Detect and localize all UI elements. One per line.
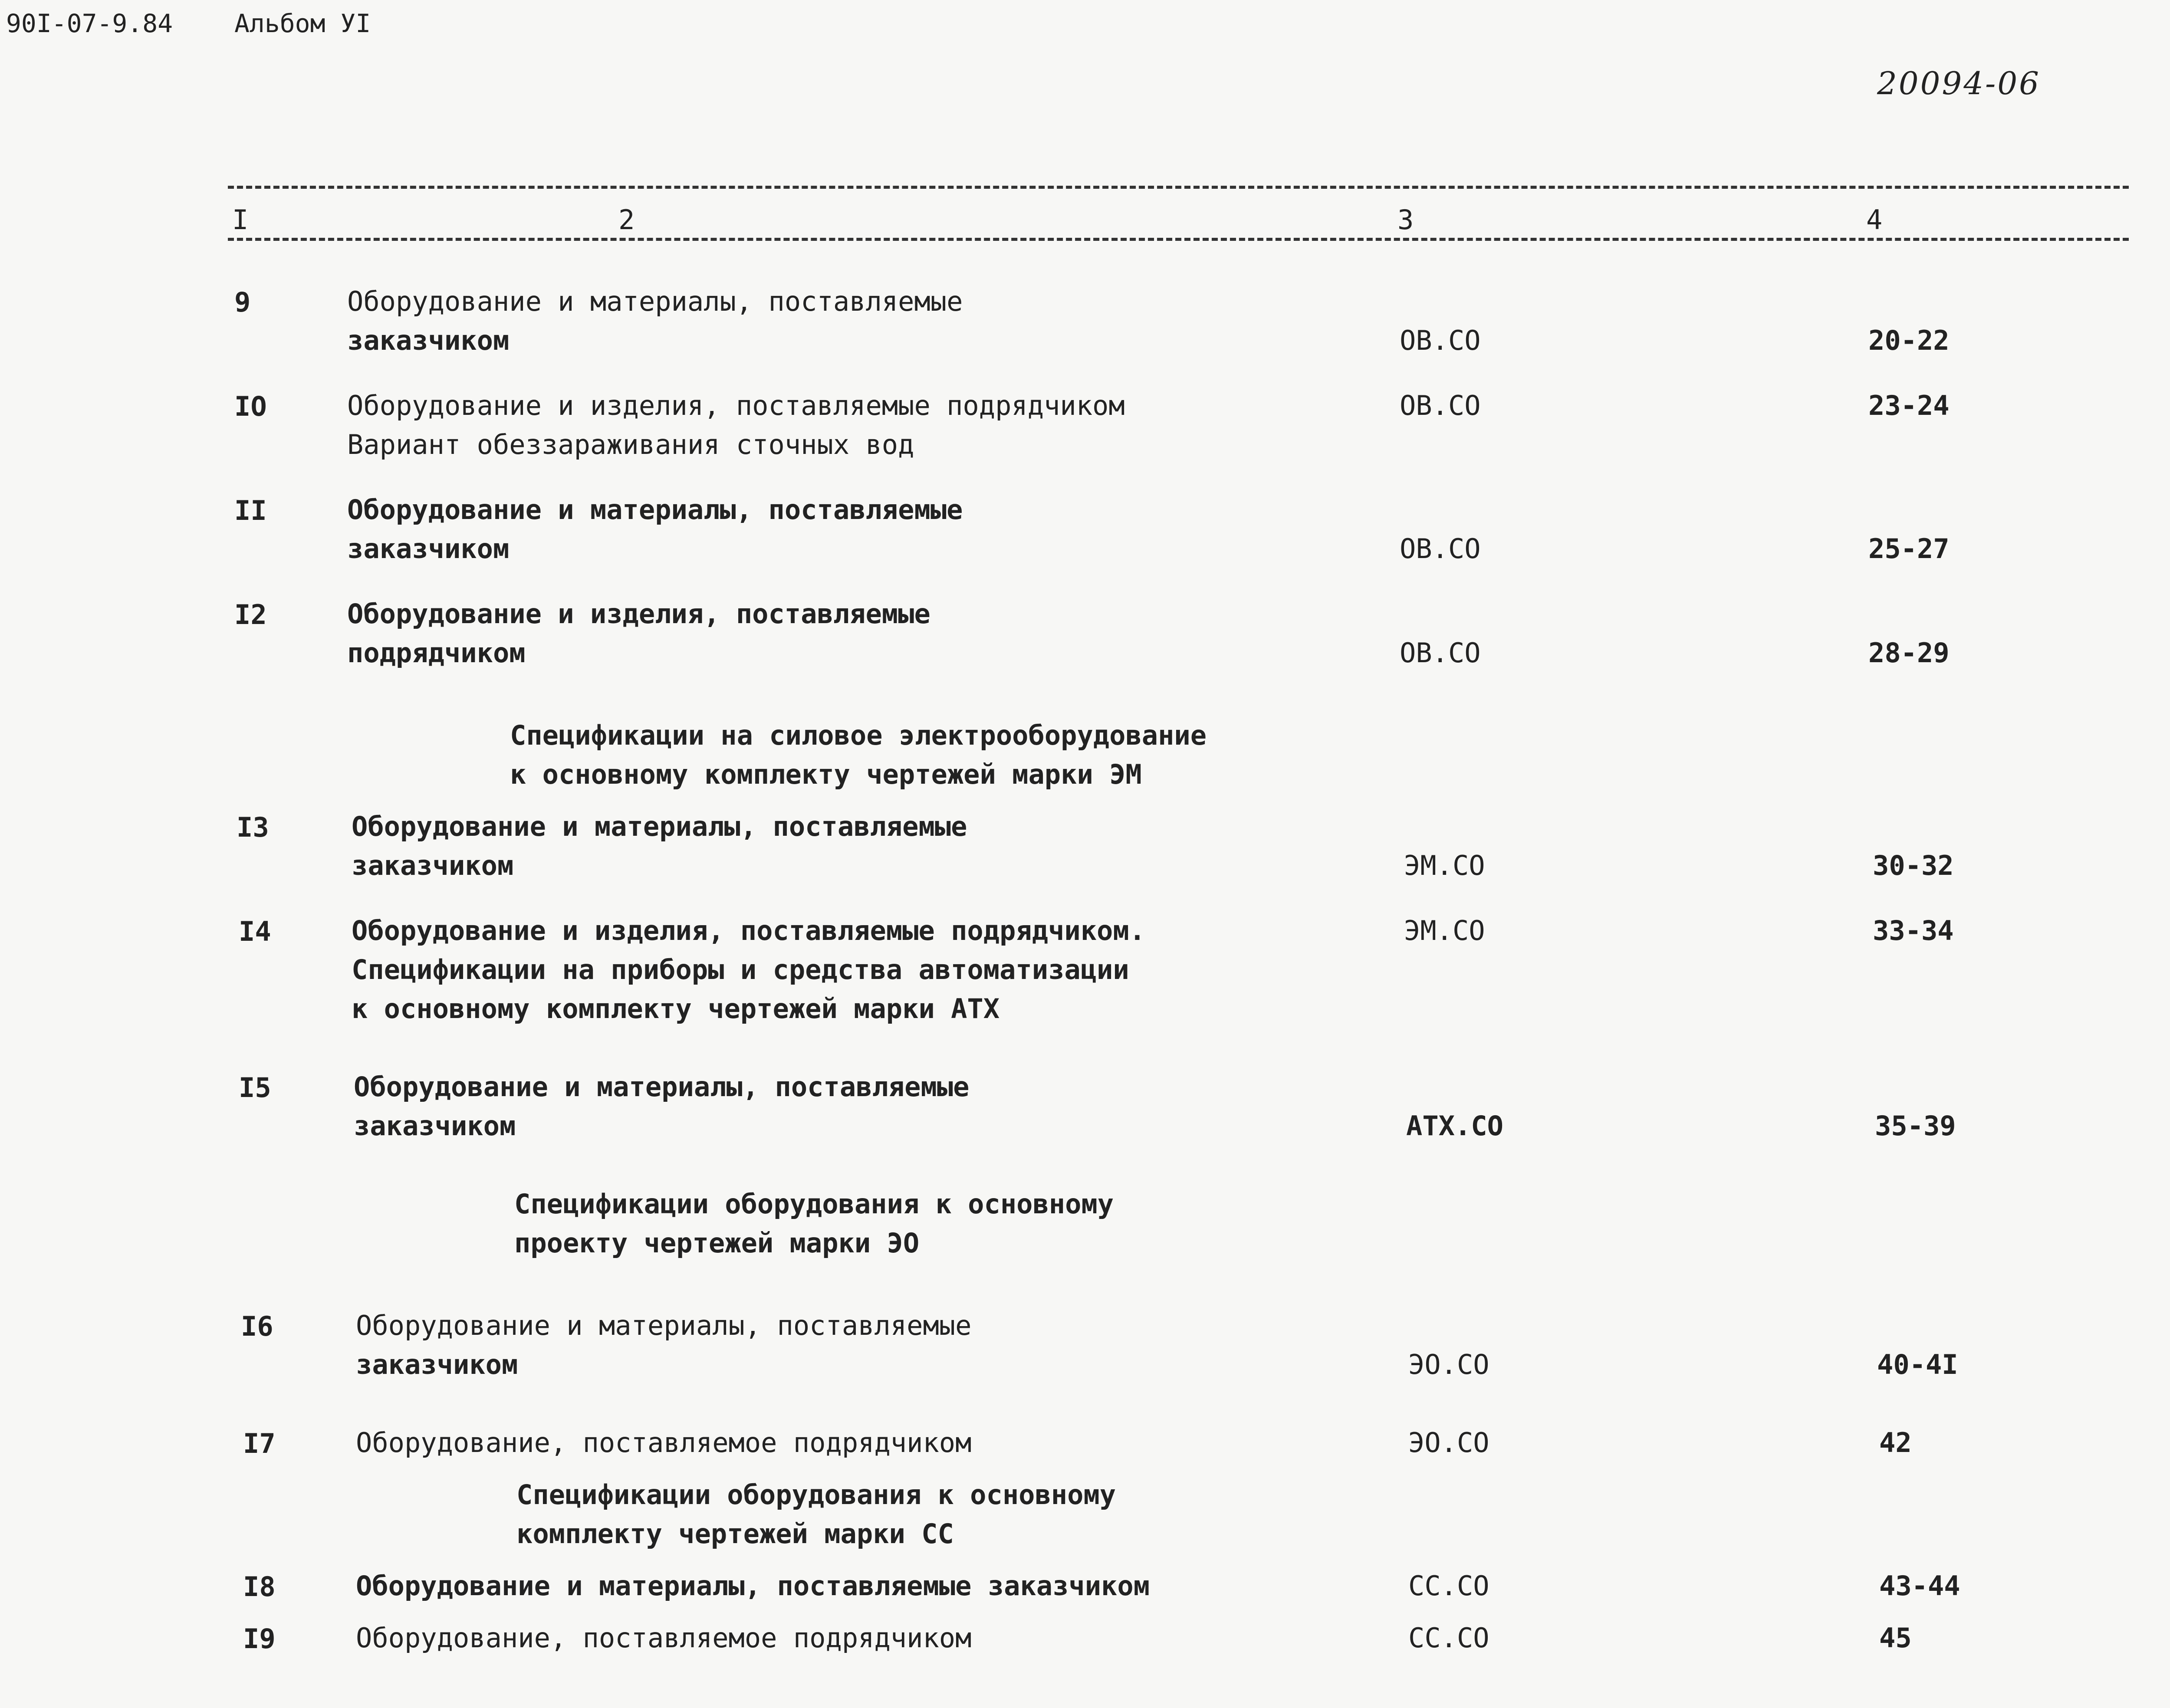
- row-description-line: Оборудование, поставляемое подрядчиком: [356, 1622, 972, 1654]
- row-description: [347, 386, 1125, 464]
- section-heading-line: Спецификации на силовое электрооборудование: [510, 719, 1207, 751]
- column-4-header: 4: [1866, 204, 1883, 236]
- row-code: ЭО.СО: [1408, 1427, 1489, 1458]
- row-description-line: Оборудование и материалы, поставляемые: [347, 494, 963, 526]
- row-number: II: [234, 495, 267, 526]
- row-description: [356, 1567, 1150, 1606]
- row-description-line: заказчиком: [356, 1349, 518, 1380]
- row-description-line: Оборудование и материалы, поставляемые заказчиком: [356, 1570, 1150, 1602]
- row-pages: 28-29: [1868, 637, 1950, 669]
- section-heading: [514, 1185, 1114, 1263]
- row-pages: 40-4I: [1877, 1349, 1958, 1380]
- row-description-line: Спецификации на приборы и средства автоматизации: [352, 954, 1129, 985]
- row-description-line: подрядчиком: [347, 637, 526, 669]
- album-label: Альбом УI: [234, 9, 371, 38]
- row-description-line: Оборудование и материалы, поставляемые: [347, 286, 963, 317]
- row-description-line: Оборудование и материалы, поставляемые: [354, 1071, 970, 1103]
- row-code: ЭО.СО: [1408, 1349, 1489, 1380]
- section-heading: [516, 1475, 1116, 1554]
- row-description-line: Оборудование и изделия, поставляемые подрядчиком.: [352, 915, 1146, 946]
- row-description-line: заказчиком: [347, 533, 510, 565]
- row-description: [347, 490, 963, 568]
- section-heading-line: проекту чертежей марки ЭО: [514, 1227, 920, 1259]
- section-heading-line: Спецификации оборудования к основному: [514, 1188, 1114, 1220]
- section-heading-line: комплекту чертежей марки СС: [516, 1518, 954, 1550]
- row-description-line: заказчиком: [347, 325, 510, 356]
- column-2-header: 2: [618, 204, 635, 236]
- row-description-line: Оборудование и материалы, поставляемые: [356, 1310, 972, 1341]
- row-description-line: заказчиком: [354, 1110, 516, 1142]
- row-number: I9: [243, 1623, 276, 1655]
- row-description: [352, 807, 967, 885]
- row-number: I6: [241, 1311, 273, 1342]
- row-description-line: к основному комплекту чертежей марки АТХ: [352, 993, 1000, 1025]
- row-pages: 45: [1879, 1622, 1912, 1654]
- row-code: ЭМ.СО: [1404, 850, 1485, 881]
- row-description-line: Оборудование, поставляемое подрядчиком: [356, 1427, 972, 1458]
- row-code: ОВ.СО: [1400, 325, 1481, 356]
- column-3-header: 3: [1397, 204, 1414, 236]
- row-pages: 20-22: [1868, 325, 1950, 356]
- row-pages: 42: [1879, 1427, 1912, 1458]
- row-description-line: заказчиком: [352, 850, 514, 881]
- section-heading: [510, 716, 1207, 794]
- row-code: ОВ.СО: [1400, 390, 1481, 421]
- row-description: [356, 1619, 971, 1658]
- row-number: 9: [234, 286, 251, 318]
- row-description-line: Оборудование и материалы, поставляемые: [352, 811, 967, 842]
- row-pages: 35-39: [1875, 1110, 1956, 1142]
- table-top-rule: [228, 186, 2129, 189]
- row-code: ЭМ.СО: [1404, 915, 1485, 946]
- row-description: [356, 1306, 971, 1384]
- row-description: [352, 911, 1145, 1028]
- row-pages: 30-32: [1873, 850, 1954, 881]
- row-code: ОВ.СО: [1400, 637, 1481, 669]
- row-number: I5: [239, 1072, 271, 1104]
- handwritten-number: 20094-06: [1877, 65, 2041, 102]
- document-code: 90I-07-9.84: [6, 9, 173, 38]
- row-number: I7: [243, 1428, 276, 1459]
- row-description: [347, 595, 930, 673]
- row-number: IO: [234, 391, 267, 422]
- row-description: [356, 1423, 971, 1462]
- row-code: СС.СО: [1408, 1570, 1489, 1602]
- row-code: ОВ.СО: [1400, 533, 1481, 565]
- section-heading-line: к основному комплекту чертежей марки ЭМ: [510, 759, 1142, 790]
- row-description-line: Оборудование и изделия, поставляемые подрядчиком: [347, 390, 1125, 421]
- row-description-line: Вариант обеззараживания сточных вод: [347, 429, 914, 460]
- row-pages: 43-44: [1879, 1570, 1960, 1602]
- table-header-rule: [228, 238, 2129, 241]
- row-number: I2: [234, 599, 267, 631]
- row-pages: 25-27: [1868, 533, 1950, 565]
- column-1-header: I: [232, 204, 249, 236]
- section-heading-line: Спецификации оборудования к основному: [516, 1479, 1116, 1511]
- row-code: АТХ.СО: [1406, 1110, 1503, 1142]
- row-description-line: Оборудование и изделия, поставляемые: [347, 598, 930, 630]
- row-number: I4: [239, 916, 271, 947]
- row-number: I8: [243, 1571, 276, 1603]
- row-pages: 33-34: [1873, 915, 1954, 946]
- row-number: I3: [237, 811, 269, 843]
- row-description: [354, 1068, 969, 1146]
- row-code: СС.СО: [1408, 1622, 1489, 1654]
- row-description: [347, 282, 963, 360]
- row-pages: 23-24: [1868, 390, 1950, 421]
